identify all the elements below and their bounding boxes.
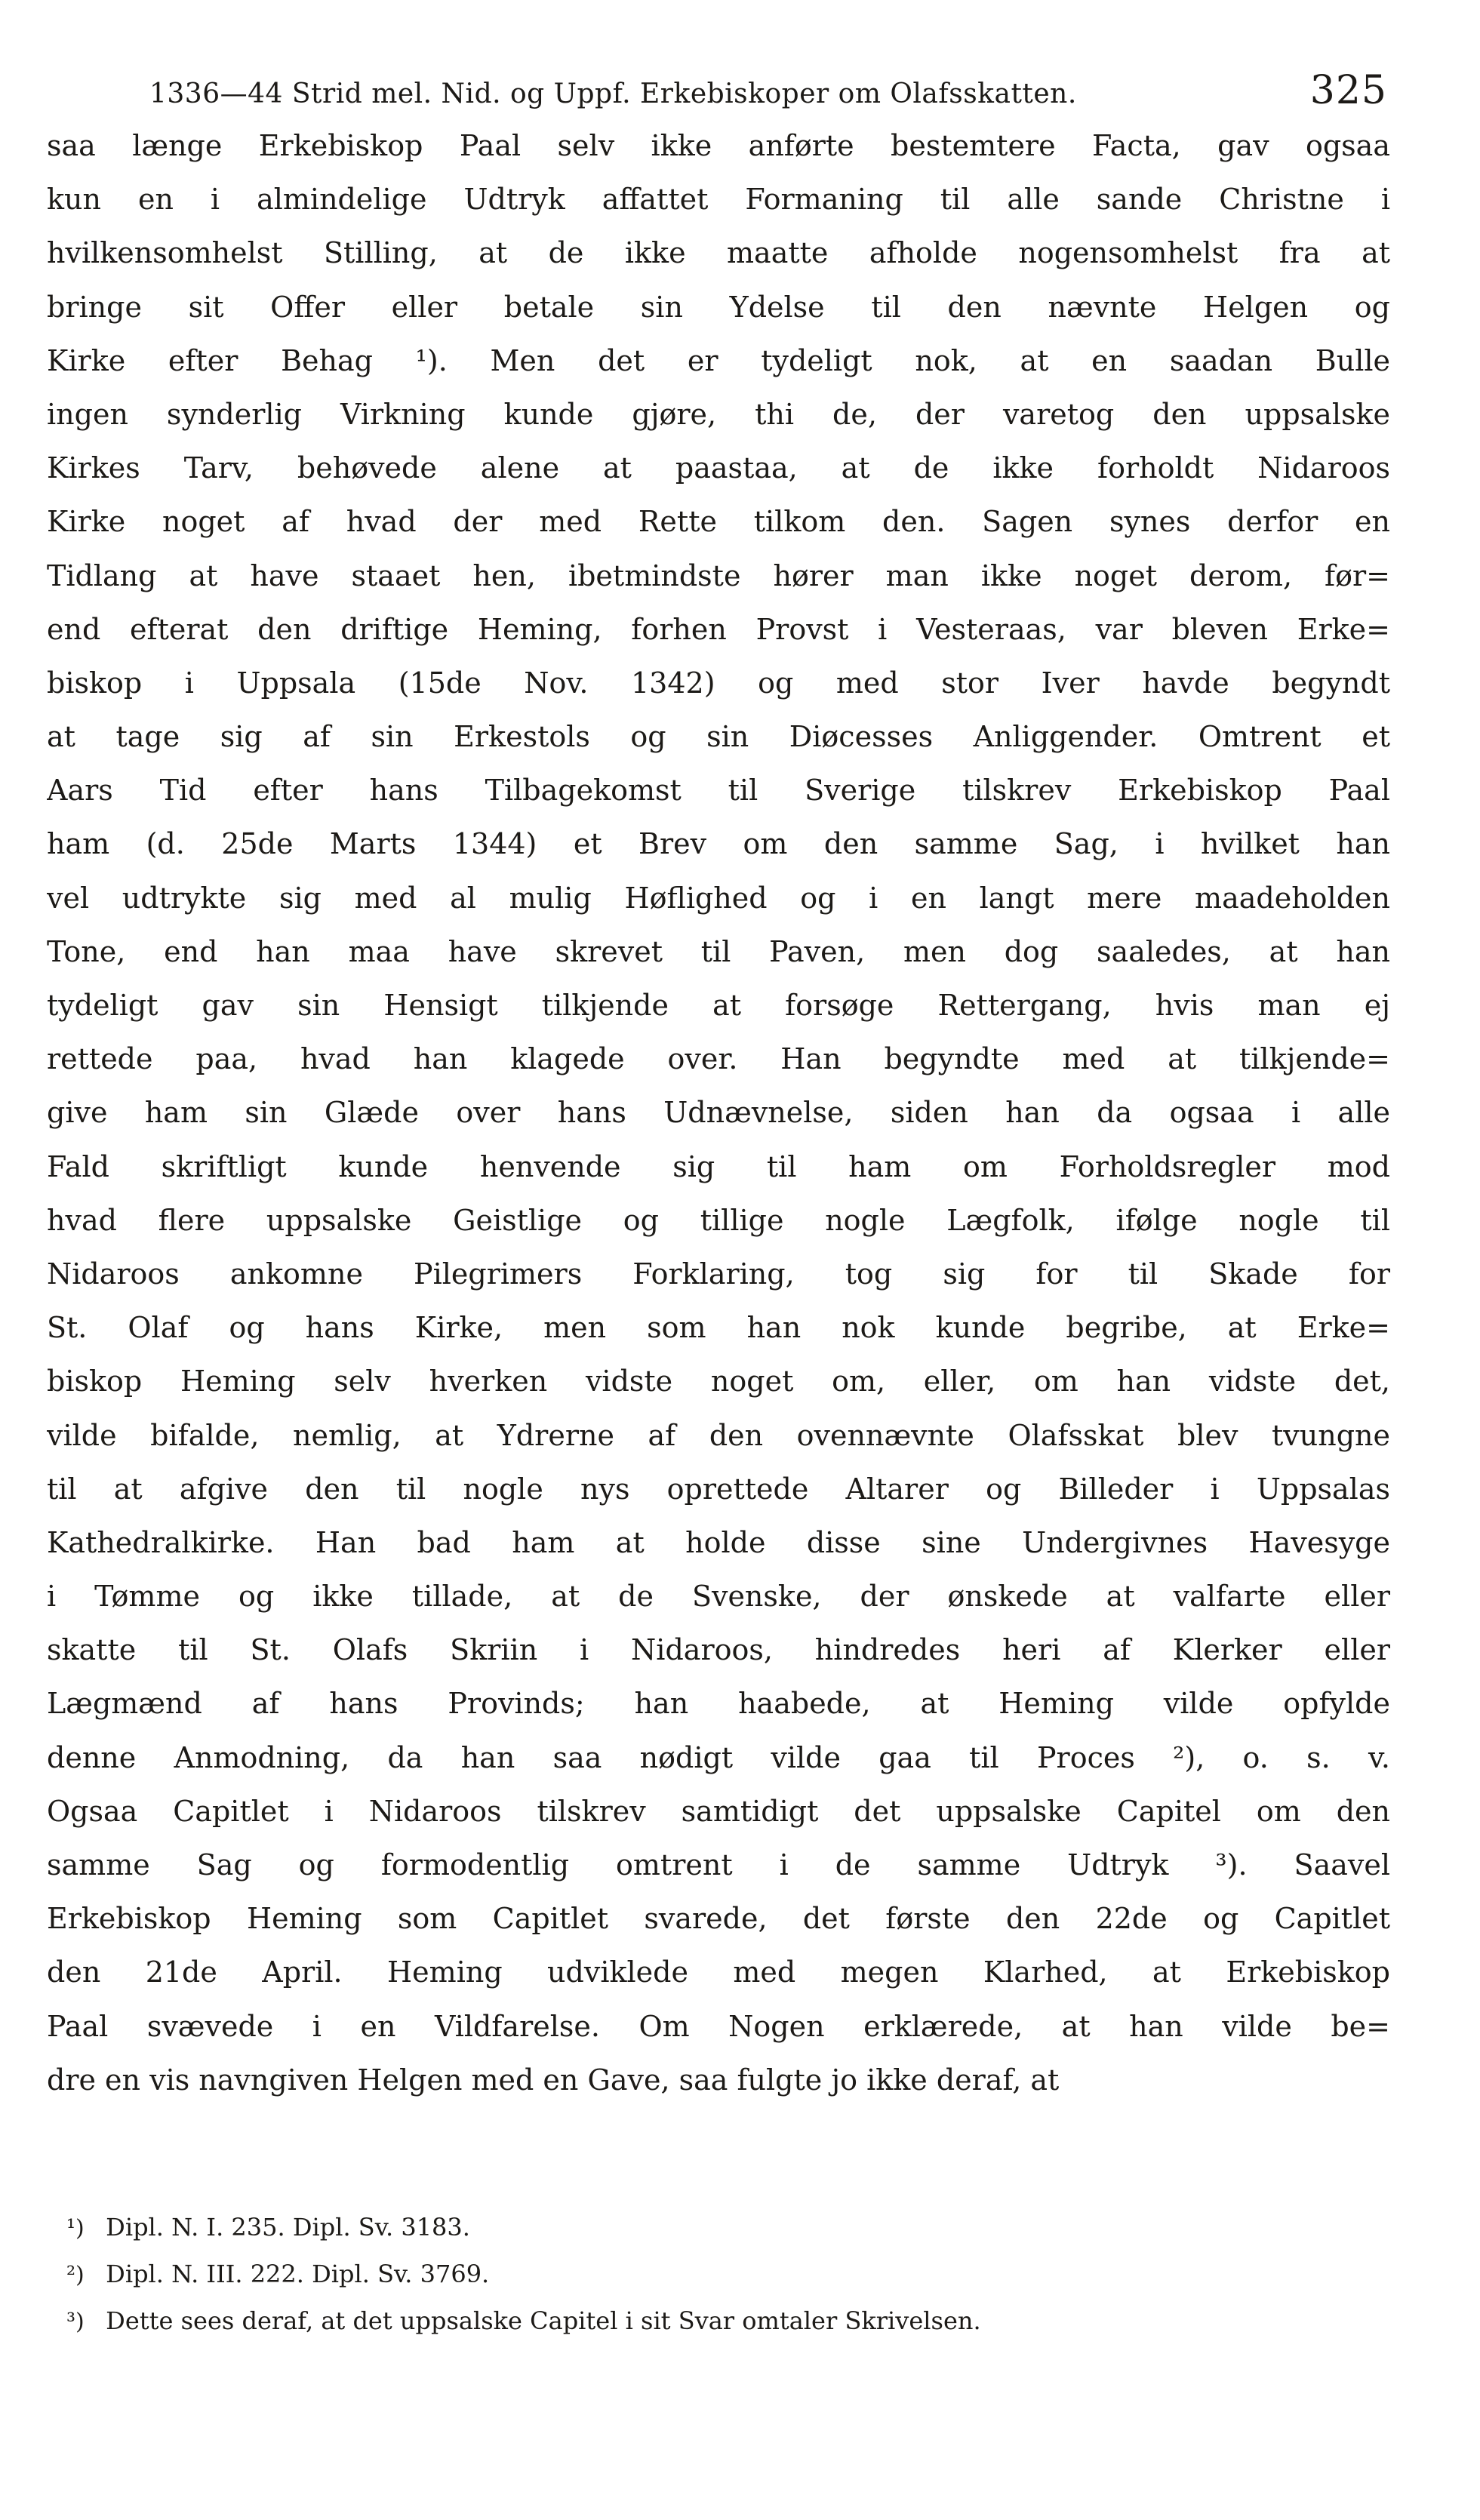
text-line: Paal svævede i en Vildfarelse. Om Nogen erklærede, at han vilde be=: [47, 2009, 1390, 2043]
text-line: vilde bifalde, nemlig, at Ydrerne af den ovennævnte Olafsskat blev tvungne: [47, 1418, 1390, 1452]
footnote: [66, 2251, 1349, 2297]
text-line: Tidlang at have staaet hen, ibetmindste hører man ikke noget derom, før=: [47, 558, 1390, 592]
text-line: biskop i Uppsala (15de Nov. 1342) og med stor Iver havde begyndt: [47, 666, 1390, 700]
footnote-mark: ³): [66, 2309, 85, 2335]
footnote-mark: ²): [66, 2262, 85, 2288]
text-line: bringe sit Offer eller betale sin Ydelse til den nævnte Helgen og: [47, 290, 1390, 324]
footnote-text: Dette sees deraf, at det uppsalske Capitel i sit Svar omtaler Skrivelsen.: [106, 2306, 981, 2335]
text-line: i Tømme og ikke tillade, at de Svenske, der ønskede at valfarte eller: [47, 1580, 1390, 1614]
text-line: den 21de April. Heming udviklede med megen Klarhed, at Erkebiskop: [47, 1955, 1390, 1989]
text-line: biskop Heming selv hverken vidste noget om, eller, om han vidste det,: [47, 1365, 1390, 1398]
text-line: kun en i almindelige Udtryk affattet Formaning til alle sande Christne i: [47, 183, 1390, 217]
text-line: at tage sig af sin Erkestols og sin Diøcesses Anliggender. Omtrent et: [47, 720, 1390, 754]
footnote-text: Dipl. N. III. 222. Dipl. Sv. 3769.: [106, 2260, 490, 2288]
text-line: til at afgive den til nogle nys oprettede Altarer og Billeder i Uppsalas: [47, 1472, 1390, 1506]
text-line: samme Sag og formodentlig omtrent i de samme Udtryk ³). Saavel: [47, 1848, 1390, 1882]
text-line: Lægmænd af hans Provinds; han haabede, at Heming vilde opfylde: [47, 1687, 1390, 1721]
footnotes: [66, 2204, 1349, 2344]
text-line: Ogsaa Capitlet i Nidaroos tilskrev samtidigt det uppsalske Capitel om den: [47, 1794, 1390, 1828]
page-number: 325: [1309, 68, 1387, 113]
text-line: Aars Tid efter hans Tilbagekomst til Sverige tilskrev Erkebiskop Paal: [47, 774, 1390, 808]
text-line: hvad flere uppsalske Geistlige og tillige nogle Lægfolk, ifølge nogle til: [47, 1203, 1390, 1237]
page-header: [149, 69, 1387, 115]
text-line: Tone, end han maa have skrevet til Paven, men dog saaledes, at han: [47, 934, 1390, 968]
footnote-mark: ¹): [66, 2215, 85, 2242]
footnote: [66, 2204, 1349, 2251]
text-line: Erkebiskop Heming som Capitlet svarede, det første den 22de og Capitlet: [47, 1902, 1390, 1936]
text-line: Nidaroos ankomne Pilegrimers Forklaring, tog sig for til Skade for: [47, 1257, 1390, 1291]
text-line: Kathedralkirke. Han bad ham at holde disse sine Undergivnes Havesyge: [47, 1525, 1390, 1559]
text-line: ingen synderlig Virkning kunde gjøre, thi de, der varetog den uppsalske: [47, 397, 1390, 431]
running-head: 1336—44 Strid mel. Nid. og Uppf. Erkebiskoper om Olafsskatten.: [149, 78, 1077, 109]
text-line: hvilkensomhelst Stilling, at de ikke maatte afholde nogensomhelst fra at: [47, 236, 1390, 270]
text-line: St. Olaf og hans Kirke, men som han nok kunde begribe, at Erke=: [47, 1311, 1390, 1345]
text-line: denne Anmodning, da han saa nødigt vilde gaa til Proces ²), o. s. v.: [47, 1740, 1390, 1774]
text-line: vel udtrykte sig med al mulig Høflighed og i en langt mere maadeholden: [47, 881, 1390, 915]
text-line: ham (d. 25de Marts 1344) et Brev om den samme Sag, i hvilket han: [47, 827, 1390, 861]
text-line: tydeligt gav sin Hensigt tilkjende at forsøge Rettergang, hvis man ej: [47, 989, 1390, 1022]
text-line: end efterat den driftige Heming, forhen Provst i Vesteraas, var bleven Erke=: [47, 612, 1390, 646]
text-line: give ham sin Glæde over hans Udnævnelse, siden han da ogsaa i alle: [47, 1096, 1390, 1130]
text-line: Kirkes Tarv, behøvede alene at paastaa, at de ikke forholdt Nidaroos: [47, 451, 1390, 485]
text-line: dre en vis navngiven Helgen med en Gave, saa fulgte jo ikke deraf, at: [47, 2063, 1060, 2097]
text-line: Fald skriftligt kunde henvende sig til ham om Forholdsregler mod: [47, 1149, 1390, 1183]
text-line: skatte til St. Olafs Skriin i Nidaroos, hindredes heri af Klerker eller: [47, 1633, 1390, 1667]
text-line: saa længe Erkebiskop Paal selv ikke anførte bestemtere Facta, gav ogsaa: [47, 129, 1390, 162]
footnote: [66, 2297, 1349, 2344]
text-line: rettede paa, hvad han klagede over. Han begyndte med at tilkjende=: [47, 1042, 1390, 1076]
text-line: Kirke noget af hvad der med Rette tilkom den. Sagen synes derfor en: [47, 505, 1390, 539]
footnote-text: Dipl. N. I. 235. Dipl. Sv. 3183.: [106, 2213, 470, 2242]
text-line: Kirke efter Behag ¹). Men det er tydeligt nok, at en saadan Bulle: [47, 343, 1390, 377]
body-text: [47, 119, 1390, 2107]
